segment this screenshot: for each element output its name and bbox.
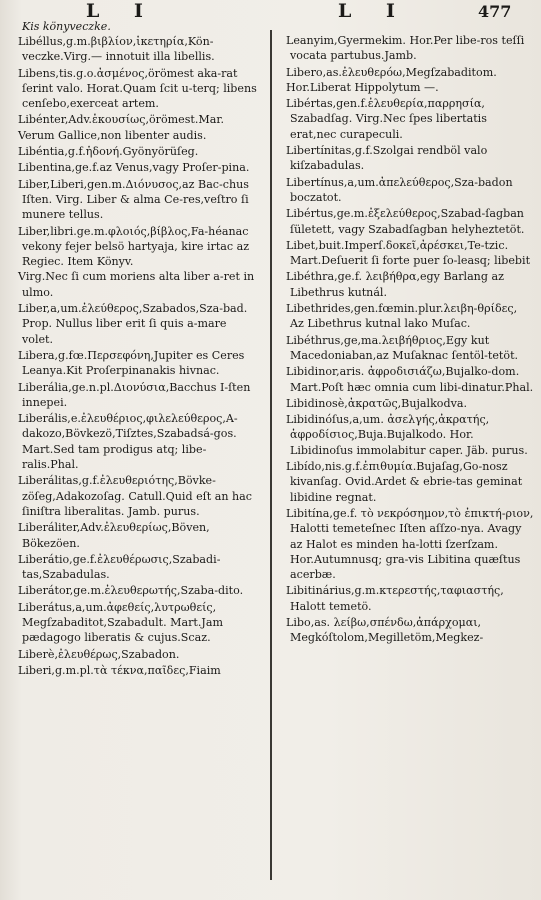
dictionary-entry: Verum Gallice,non libenter audis.	[18, 128, 207, 142]
right-column	[276, 34, 534, 647]
dictionary-entry: Liberáliter,Adv.ἐλευθερίως,Böven, Bökezöen.	[18, 521, 210, 550]
dictionary-entry: Liberátus,a,um.ἀφεθείς,λυτρωθείς, Megſzabaditot,Szabadult. Mart.Jam pædagogo liberatis & cujus.Scaz.	[18, 600, 223, 645]
dictionary-entry: Leanyim,Gyermekim. Hor.Per libe-ros teſſi vocata partubus.Jamb.	[286, 34, 525, 63]
dictionary-entry: Libo,as. λείβω,σπένδω,ἀπάρχομαι, Megkóſtolom,Megilletöm,Megkez-	[286, 615, 484, 645]
guide-letters-left: L I	[86, 0, 157, 22]
column-divider	[270, 30, 272, 880]
dictionary-entry: Libéllus,g.m.βιβλίον,ἱκετηρία,Kön-veczke.Virg.— innotuit illa libellis.	[18, 35, 215, 64]
dictionary-entry: Libidinor,aris. ἀφροδισιάζω,Bujalko-dom. Mart.Poſt hæc omnia cum libi-dinatur.Phal.	[286, 365, 534, 394]
dictionary-entry: Liberátor,ge.m.ἐλευθερωτής,Szaba-dito.	[18, 584, 244, 598]
dictionary-entry: Libéthra,ge.f. λειβήθρα,egy Barlang az Libethrus kutnál.	[286, 270, 504, 299]
dictionary-entry: Libído,nis.g.f.ἐπιθυμία.Bujaſag,Go-nosz kivanſag. Ovid.Ardet & ebrie-tas geminat libidine regnat.	[286, 460, 523, 504]
dictionary-entry: Libero,as.ἐλευθερόω,Megſzabaditom.	[286, 65, 497, 79]
page-number: 477	[478, 2, 512, 21]
dictionary-entry: Libidinóſus,a,um. ἀσελγής,ἀκρατής, ἀφροδίσιος,Buja.Bujalkodo. Hor. Libidinoſus immolabitur caper. Jäb. purus.	[286, 413, 528, 457]
dictionary-entry: Liberális,e.ἐλευθέριος,φιλελεύθερος,A-dakozo,Bövkezö,Tiſztes,Szabadsá-gos. Mart.Sed tam prodigus atq; libe-ralis.Phal.	[18, 412, 238, 472]
dictionary-entry: Hor.Liberat Hippolytum —.	[286, 80, 439, 94]
dictionary-entry: Liberálitas,g.f.ἐλευθεριότης,Bövke-zöſeg,Adakozoſag. Catull.Quid eſt an hac ſiniſtra liberalitas. Jamb. purus.	[18, 474, 253, 518]
dictionary-entry: Libéthrus,ge,ma.λειβήθριος,Egy kut Macedoniaban,az Muſaknac ſentöl-tetöt.	[286, 333, 519, 362]
dictionary-entry: Libitína,ge.f. τὸ νεκρόσημον,τὸ ἐπικτή-ριον, Halotti temeteſnec Iſten aſſzo-nya. Avagy az Halot es minden ha-lotti ſzerſzam. Hor.Autumnusq; gra-vis Libitina quæſtus acerbæ.	[286, 506, 534, 582]
dictionary-entry: Libertínitas,g.f.Szolgai rendböl valo kiſzabadulas.	[286, 144, 488, 173]
dictionary-entry: Libéntia,g.f.ἡδονή.Gyönyörüſeg.	[18, 145, 199, 159]
dictionary-entry: Libethrides,gen.fœmin.plur.λειβη-θρίδες, Az Libethrus kutnal lako Muſac.	[286, 302, 518, 331]
dictionary-entry: Liberi,g.m.pl.τὰ τέκνα,παῖδες,Fiaim	[18, 663, 221, 677]
dictionary-entry: Libertínus,a,um.ἀπελεύθερος,Sza-badon boczatot.	[286, 175, 513, 204]
dictionary-entry: Libidinosè,ἀκρατῶς,Bujalkodva.	[286, 396, 467, 410]
dictionary-entry: Liber,a,um.ἐλεύθερος,Szabados,Sza-bad. Prop. Nullus liber erit ſi quis a-mare volet.	[18, 302, 248, 346]
dictionary-entry: Libentina,ge.f.az Venus,vagy Proſer-pina.	[18, 161, 250, 175]
dictionary-entry: Liberália,ge.n.pl.Διονύσια,Bacchus I-ſten innepei.	[18, 380, 251, 409]
guide-letters-right: L I	[338, 0, 409, 22]
dictionary-entry: Libera,g.fœ.Περσεφόνη,Jupiter es Ceres Leanya.Kit Proſerpinanakis hivnac.	[18, 348, 245, 378]
dictionary-entry: Virg.Nec ſi cum moriens alta liber a-ret in ulmo.	[18, 270, 255, 299]
dictionary-entry: Liberè,ἐλευθέρως,Szabadon.	[18, 647, 180, 661]
dictionary-entry: Libitinárius,g.m.κτερεστής,ταφιαστής, Halott temetö.	[286, 584, 504, 613]
dictionary-entry: Libet,buit.Imperſ.δοκεῖ,ἀρέσκει,Te-tzic. Mart.Deſuerit ſi forte puer ſo-leasq; libebit	[286, 238, 531, 268]
dictionary-entry: Libértas,gen.f.ἐλευθερία,παρρησία, Szabadſag. Virg.Nec ſpes libertatis erat,nec curapeculi.	[286, 97, 487, 141]
left-column	[8, 34, 260, 679]
dictionary-entry: Liber,Liberi,gen.m.Διόνυσος,az Bac-chus Iſten. Virg. Liber & alma Ce-res,veſtro ſi munere tellus.	[18, 177, 249, 222]
dictionary-entry: Liber,libri.ge.m.φλοιός,βίβλος,Fa-héanac vekony fejer belsö hartyaja, kire irtac az Regiec. Item Könyv.	[18, 224, 250, 269]
dictionary-entry: Libértus,ge.m.ἐξελεύθερος,Szabad-ſagban ſületett, vagy Szabadſagban helyheztetöt.	[286, 207, 525, 236]
dictionary-entry: Liberátio,ge.f.ἐλευθέρωσις,Szabadi-tas,Szabadulas.	[18, 552, 221, 582]
dictionary-entry: Libénter,Adv.ἑκουσίως,örömest.Mar.	[18, 113, 224, 127]
running-head-left: Kis könyveczke.	[22, 20, 111, 33]
page-header	[0, 0, 541, 33]
dictionary-entry: Libens,tis.g.o.ἀσμένος,örömest aka-rat ſerint valo. Horat.Quam ſcit u-terq; libens cenſebo,exerceat artem.	[18, 66, 257, 111]
